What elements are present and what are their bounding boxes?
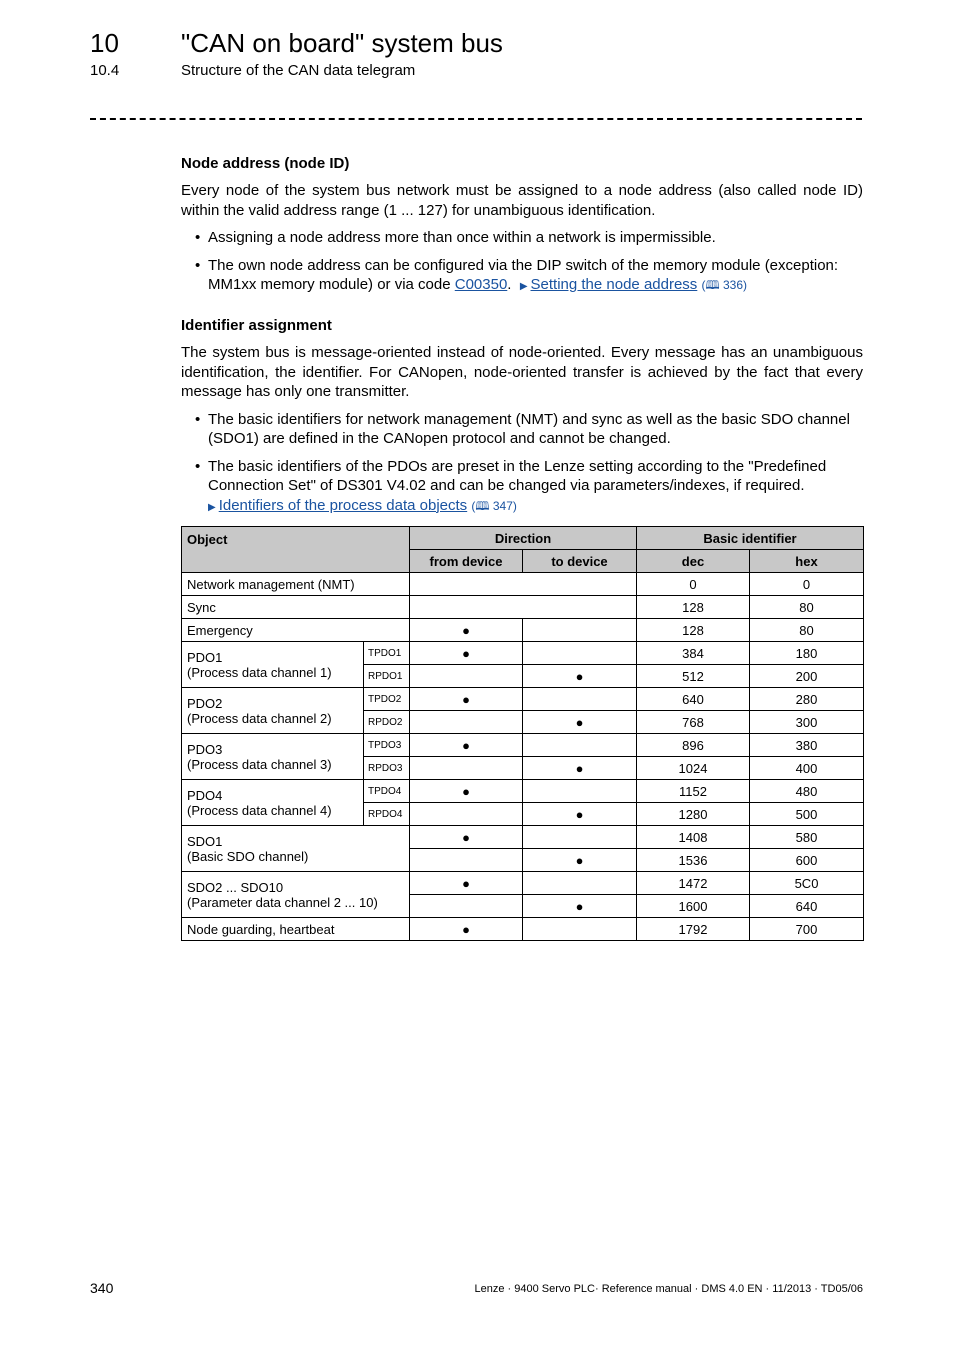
bullet-mark: ● <box>410 619 523 642</box>
object-cell: PDO3 (Process data channel 3) <box>182 734 364 780</box>
direction-cell <box>410 596 637 619</box>
header-divider <box>90 118 862 120</box>
object-cell: PDO2 (Process data channel 2) <box>182 688 364 734</box>
bullet-dot: • <box>195 229 201 246</box>
book-icon: 🕮 <box>705 278 720 292</box>
bullet-mark: ● <box>523 711 637 734</box>
object-cell: PDO1 (Process data channel 1) <box>182 642 364 688</box>
table-row: Node guarding, heartbeat ● 1792 700 <box>182 918 864 941</box>
page-number: 340 <box>90 1280 114 1296</box>
bullet-mark: ● <box>523 665 637 688</box>
table-row: ● 1536 600 <box>182 849 864 872</box>
identifier-bullet-1: • The basic identifiers for network management (NMT) and sync as well as the basic SDO channel (SDO1) are defined in the CANopen protocol and cannot be changed. <box>195 410 850 447</box>
book-icon: 🕮 <box>475 498 490 513</box>
table-row: RPDO1 ● 512 200 <box>182 665 864 688</box>
link-arrow-icon: ▶ <box>208 501 216 513</box>
bullet-mark: ● <box>410 688 523 711</box>
table-row: ● 1600 640 <box>182 895 864 918</box>
bullet-mark: ● <box>410 918 523 941</box>
table-row: RPDO3 ● 1024 400 <box>182 757 864 780</box>
object-cell: SDO2 ... SDO10 (Parameter data channel 2 ... 10) <box>182 872 410 918</box>
node-address-bullet-1: • Assigning a node address more than once within a network is impermissible. <box>195 229 716 246</box>
table-row: PDO3 (Process data channel 3) TPDO3 ● 896 380 <box>182 734 864 757</box>
bullet-mark: ● <box>523 895 637 918</box>
object-cell: PDO4 (Process data channel 4) <box>182 780 364 826</box>
table-row: PDO1 (Process data channel 1) TPDO1 ● 384 180 <box>182 642 864 665</box>
code-c00350-link[interactable]: C00350 <box>454 276 508 293</box>
table-row: SDO2 ... SDO10 (Parameter data channel 2 ... 10) ● 1472 5C0 <box>182 872 864 895</box>
table-row: RPDO2 ● 768 300 <box>182 711 864 734</box>
table-row: Sync 128 80 <box>182 596 864 619</box>
node-address-section <box>181 154 863 297</box>
direction-cell <box>410 573 637 596</box>
identifier-table-wrapper <box>181 526 864 941</box>
bullet-mark: ● <box>523 849 637 872</box>
identifiers-pdo-link[interactable]: Identifiers of the process data objects <box>218 496 468 514</box>
table-row: RPDO4 ● 1280 500 <box>182 803 864 826</box>
identifier-table <box>181 526 864 941</box>
table-row: Network management (NMT) 0 0 <box>182 573 864 596</box>
bullet-mark: ● <box>410 872 523 895</box>
header-object: Object <box>182 527 410 573</box>
bullet-mark: ● <box>523 757 637 780</box>
header-hex: hex <box>750 550 864 573</box>
node-address-heading: Node address (node ID) <box>181 155 350 172</box>
table-row: SDO1 (Basic SDO channel) ● 1408 580 <box>182 826 864 849</box>
table-row: PDO4 (Process data channel 4) TPDO4 ● 1152 480 <box>182 780 864 803</box>
link-arrow-icon: ▶ <box>519 281 528 292</box>
identifier-bullet-2: • The basic identifiers of the PDOs are preset in the Lenze setting according to the "Predefined Connection Set" of DS301 V4.02 and can be changed via parameters/indexes, if required. ▶ Identifiers of the process data objects (🕮 347) <box>195 457 827 514</box>
footer-text: Lenze · 9400 Servo PLC· Reference manual · DMS 4.0 EN · 11/2013 · TD05/06 <box>474 1283 863 1295</box>
object-cell: SDO1 (Basic SDO channel) <box>182 826 410 872</box>
object-cell: Network management (NMT) <box>182 573 410 596</box>
header-dec: dec <box>637 550 750 573</box>
header-direction: Direction <box>410 527 637 550</box>
object-cell: Sync <box>182 596 410 619</box>
object-cell: Emergency <box>182 619 410 642</box>
bullet-mark: ● <box>410 780 523 803</box>
bullet-mark: ● <box>410 642 523 665</box>
section-number: 10.4 <box>90 62 120 79</box>
bullet-mark: ● <box>523 803 637 826</box>
chapter-title: "CAN on board" system bus <box>181 28 503 58</box>
header-basic-identifier: Basic identifier <box>637 527 864 550</box>
table-row: PDO2 (Process data channel 2) TPDO2 ● 640 280 <box>182 688 864 711</box>
header-from-device: from device <box>410 550 523 573</box>
page-ref[interactable]: (🕮 347) <box>471 498 517 513</box>
chapter-number: 10 <box>90 28 119 58</box>
header-to-device: to device <box>523 550 637 573</box>
page-ref[interactable]: (🕮 336) <box>701 278 748 292</box>
node-address-paragraph: Every node of the system bus network must be assigned to a node address (also called node ID) within the valid address range (1 ... 127) for unambiguous identification. <box>181 182 863 219</box>
identifier-paragraph: The system bus is message-oriented instead of node-oriented. Every message has an unambiguous identification, the identifier. For CANopen, node-oriented transfer is achieved by the fact that every message has only one transmitter. <box>181 344 863 400</box>
bullet-mark: ● <box>410 826 523 849</box>
bullet-dot: • <box>195 410 201 428</box>
identifier-section <box>181 316 863 517</box>
table-row: Emergency ● 128 80 <box>182 619 864 642</box>
setting-node-address-link[interactable]: Setting the node address <box>530 276 698 293</box>
bullet-mark: ● <box>410 734 523 757</box>
bullet-dot: • <box>195 457 201 475</box>
bullet-dot: • <box>195 256 201 274</box>
node-address-bullet-2: • The own node address can be configured via the DIP switch of the memory module (exception: MM1xx memory module) or via code C00350. ▶ Setting the node address (🕮 336) <box>195 256 839 293</box>
section-title: Structure of the CAN data telegram <box>181 62 416 79</box>
object-cell: Node guarding, heartbeat <box>182 918 410 941</box>
table-header-row <box>182 527 864 550</box>
identifier-heading: Identifier assignment <box>181 317 332 334</box>
